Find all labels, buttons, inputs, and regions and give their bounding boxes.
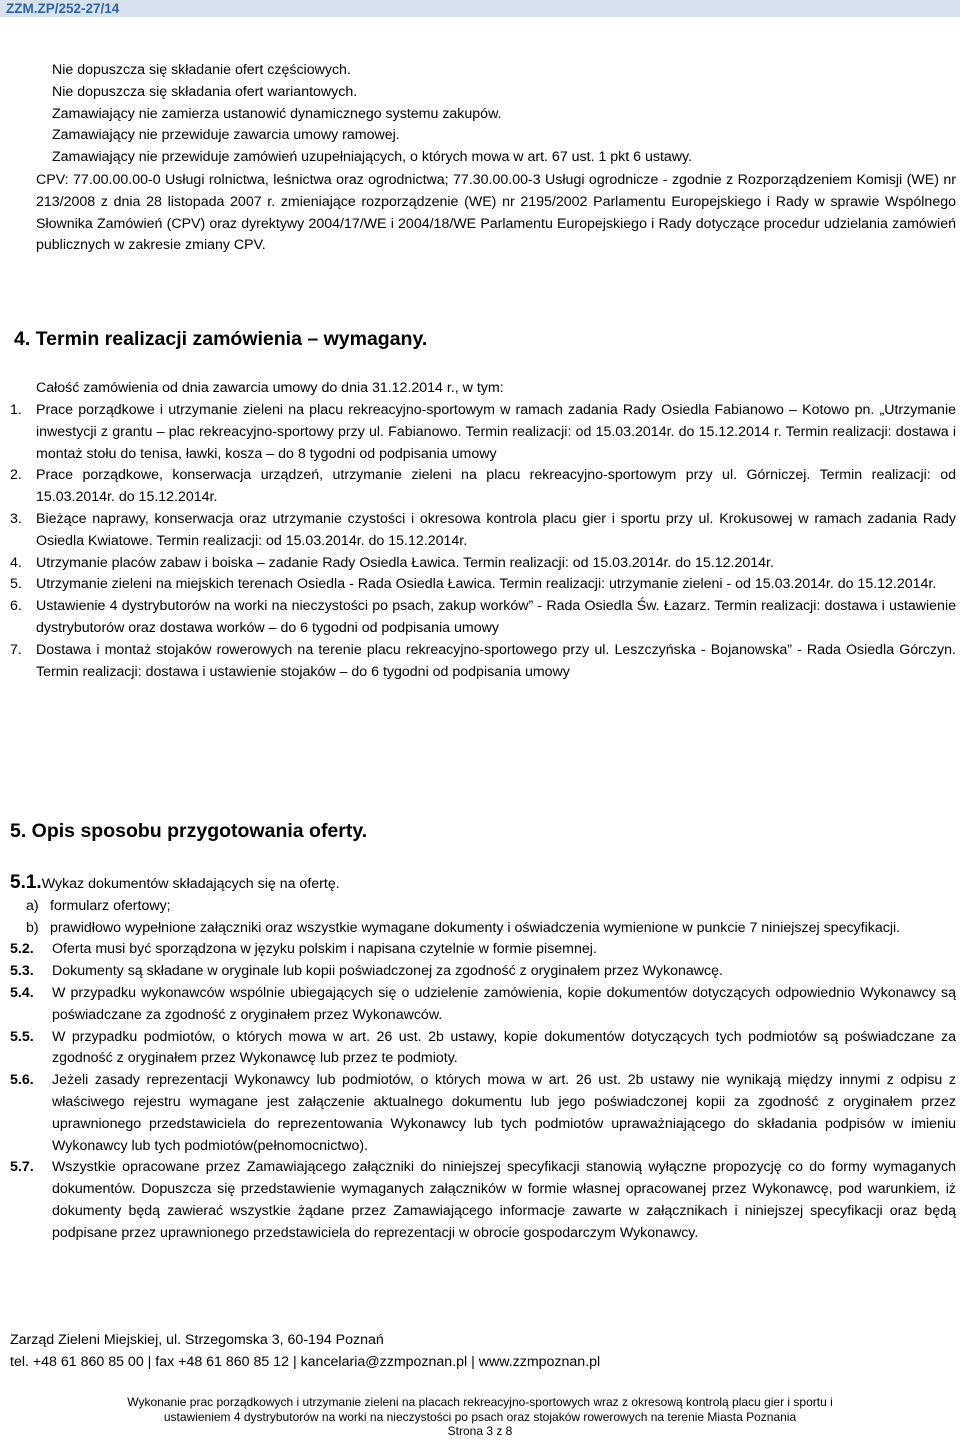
- cpv-paragraph: [36, 170, 956, 257]
- list-item: 5. Utrzymanie zieleni na miejskich terenach Osiedla - Rada Osiedla Ławica. Termin realizacji: utrzymanie zieleni - od 15.03.2014r. do 15.12.2014r.: [10, 576, 937, 593]
- subsection-5-1: 5.1.Wykaz dokumentów składających się na ofertę.: [10, 872, 340, 893]
- subsection-item: 5.7. Wszystkie opracowane przez Zamawiającego załączniki do niniejszej specyfikacji stanowią wyłączne propozycję co do formy wymaganych dokumentów. Dopuszcza się przedstawienie wymaganych załączników w formie własnej opracowanej przez Wykonawcę, pod warunkiem, iż dokumenty będą zawierać wszystkie żądane przez Zamawiającego informacje zawarte w załącznikach i niniejszej specyfikacji oraz będą podpisane przez uprawnionego przedstawiciela do reprezentacji w obrocie gospodarczym Wykonawcy.: [10, 1159, 956, 1241]
- section-4-lead: Całość zamówienia od dnia zawarcia umowy do dnia 31.12.2014 r., w tym:: [36, 380, 504, 396]
- list-item: 2. Prace porządkowe, konserwacja urządzeń, utrzymanie zieleni na placu rekreacyjno-sportowym przy ul. Górniczej. Termin realizacji: od 15.03.2014r. do 15.12.2014r.: [10, 467, 956, 506]
- subsection-item: 5.2. Oferta musi być sporządzona w języku polskim i napisana czytelnie w formie pisemnej.: [10, 941, 597, 958]
- intro-line: Zamawiający nie przewiduje zawarcia umowy ramowej.: [52, 127, 400, 144]
- footer-line: Wykonanie prac porządkowych i utrzymanie zieleni na placach rekreacyjno-sportowych wraz z okresową kontrolą placu gier i sportu i: [127, 1395, 833, 1409]
- section-5-heading: 5. Opis sposobu przygotowania oferty.: [10, 820, 368, 842]
- list-item: b) prawidłowo wypełnione załączniki oraz wszystkie wymagane dokumenty i oświadczenia wymienione w punkcie 7 niniejszej specyfikacji.: [26, 919, 901, 936]
- list-item: a) formularz ofertowy;: [26, 897, 171, 914]
- subsection-item: 5.6. Jeżeli zasady reprezentacji Wykonawcy lub podmiotów, o których mowa w art. 26 ust. 2b ustawy nie wynikają między innymi z odpisu z właściwego rejestru wymagane jest załączenie aktualnego dokumentu lub jego poświadczonej kopii za zgodność z oryginałem przez uprawnionego przedstawiciela do reprezentowania Wykonawcy lub tych podmiotów upraważniającego do składania podpisów w imieniu Wykonawcy lub tych podmiotów(pełnomocnictwo).: [10, 1072, 956, 1154]
- document-reference: ZZM.ZP/252-27/14: [6, 1, 120, 16]
- list-item: 7. Dostawa i montaż stojaków rowerowych na terenie placu rekreacyjno-sportowego przy ul. Leszczyńska - Bojanowska” - Rada Osiedla Górczyn. Termin realizacji: dostawa i ustawienie stojaków – do 6 tygodni od podpisania umowy: [10, 641, 956, 680]
- section-4-list: [10, 400, 956, 683]
- intro-block: [52, 60, 932, 169]
- subsection-item: 5.4. W przypadku wykonawców wspólnie ubiegających się o udzielenie zamówienia, kopie dokumentów dotyczących odpowiednio Wykonawcy są poświadczane za zgodność z oryginałem przez Wykonawców.: [10, 984, 956, 1023]
- subsection-item: 5.3. Dokumenty są składane w oryginale lub kopii poświadczonej za zgodność z oryginałem przez Wykonawcę.: [10, 963, 723, 980]
- page-footer: [0, 1395, 960, 1439]
- footer-line: ustawieniem 4 dystrybutorów na worki na nieczystości po psach oraz stojaków rowerowych na terenie Miasta Poznania: [163, 1409, 797, 1424]
- section-5-body: [10, 872, 956, 1245]
- contact-block: [10, 1330, 956, 1374]
- section-4-heading: 4. Termin realizacji zamówienia – wymagany.: [14, 328, 428, 350]
- contact-address: Zarząd Zieleni Miejskiej, ul. Strzegomska 3, 60-194 Poznań: [10, 1332, 384, 1348]
- page-number: Strona 3 z 8: [447, 1424, 513, 1439]
- list-item: 1. Prace porządkowe i utrzymanie zieleni na placu rekreacyjno-sportowym w ramach zadania Rady Osiedla Fabianowo – Kotowo pn. „Utrzymanie inwestycji z grantu – plac rekreacyjno-sportowy przy ul. Fabianowo. Termin realizacji: od 15.03.2014r. do 15.12.2014 r. Termin realizacji: dostawa i montaż stołu do tenisa, ławki, kosza – do 8 tygodni od podpisania umowy: [10, 402, 956, 462]
- intro-line: Nie dopuszcza się składania ofert wariantowych.: [52, 83, 358, 100]
- contact-phones: tel. +48 61 860 85 00 | fax +48 61 860 85 12 | kancelaria@zzmpoznan.pl | www.zzmpoznan.pl: [10, 1353, 601, 1370]
- document-list: [10, 896, 956, 940]
- list-item: 6. Ustawienie 4 dystrybutorów na worki na nieczystości po psach, zakup worków” - Rada Osiedla Św. Łazarz. Termin realizacji: dostawa i ustawienie dystrybutorów oraz dostawa worków – do 6 tygodni od podpisania umowy: [10, 598, 956, 636]
- subsection-item: 5.5. W przypadku podmiotów, o których mowa w art. 26 ust. 2b ustawy, kopie dokumentów dotyczących tych podmiotów są poświadczane za zgodność z oryginałem przez Wykonawcę lub przez te podmioty.: [10, 1028, 956, 1067]
- list-item: 4. Utrzymanie placów zabaw i boiska – zadanie Rady Osiedla Ławica. Termin realizacji: od 15.03.2014r. do 15.12.2014r.: [10, 554, 774, 571]
- intro-line: Zamawiający nie przewiduje zamówień uzupełniających, o których mowa w art. 67 ust. 1 pkt 6 ustawy.: [52, 149, 693, 166]
- cpv-text: CPV: 77.00.00.00-0 Usługi rolnictwa, leśnictwa oraz ogrodnictwa; 77.30.00.00-3 Usługi ogrodnicze - zgodnie z Rozporządzeniem Komisji (WE) nr 213/2008 z dnia 28 listopada 2007 r. zmieniające rozporządzenie (WE) nr 2195/2002 Parlamentu Europejskiego i Rady w sprawie Wspólnego Słownika Zamówień (CPV) oraz dyrektywy 2004/17/WE i 2004/18/WE Parlamentu Europejskiego i Rady dotyczące procedur udzielania zamówień publicznych w zakresie zmiany CPV.: [36, 172, 956, 254]
- intro-line: Zamawiający nie zamierza ustanowić dynamicznego systemu zakupów.: [52, 105, 502, 122]
- list-item: 3. Bieżące naprawy, konserwacja oraz utrzymanie czystości i okresowa kontrola placu gier i sportu przy ul. Krokusowej w ramach zadania Rady Osiedla Kwiatowe. Termin realizacji: od 15.03.2014r. do 15.12.2014r.: [10, 510, 956, 549]
- header-bar: [0, 0, 960, 17]
- intro-line: Nie dopuszcza się składanie ofert częściowych.: [52, 62, 351, 78]
